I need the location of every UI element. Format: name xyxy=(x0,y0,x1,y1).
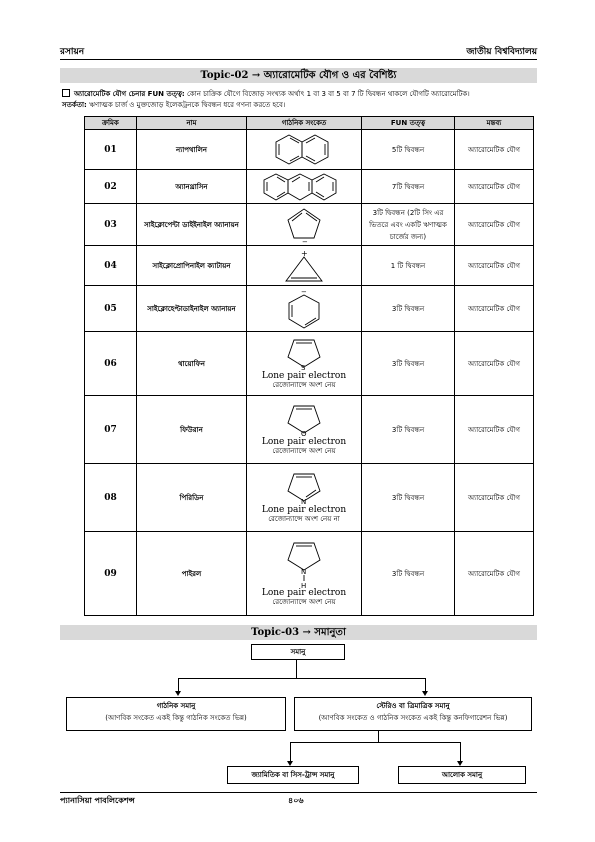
row-structure xyxy=(247,332,362,396)
row-structure xyxy=(247,130,362,170)
naphthalene-structure-icon xyxy=(274,133,334,167)
row-name: সাইক্লোপ্রোপিনাইল ক্যাটায়ন xyxy=(137,246,247,286)
anthracene-structure-icon xyxy=(262,172,346,202)
row-name: সাইক্লোপেন্টা ডাইইনাইল অ্যানায়ন xyxy=(137,204,247,246)
connector-line xyxy=(178,678,179,692)
furan-structure-icon xyxy=(284,403,324,437)
col-fun: FUN তত্ত্ব xyxy=(362,117,455,130)
geometric-isomer-box: জ্যামিতিক বা সিস-ট্রান্স সমানু xyxy=(227,766,359,784)
lone-pair-note: রেজোন্যান্সে অংশ নেয় xyxy=(272,598,336,606)
row-remark: অ্যারোমেটিক যৌগ xyxy=(455,286,534,332)
page-header xyxy=(60,44,537,58)
cyclopropenyl-cation-icon xyxy=(282,248,326,284)
arrow-down-icon xyxy=(175,691,181,696)
svg-text:N: N xyxy=(301,498,307,505)
connector-line xyxy=(460,742,461,762)
row-fun: 3টি দ্বিবন্ধন (2টি সিং এর ভিতরে এবং একটি ঋণাত্মক চার্জের জন্য) xyxy=(362,204,455,246)
row-serial: 08 xyxy=(85,464,137,532)
structural-isomer-desc: (আণবিক সংকেত একই কিন্তু গাঠনিক সংকেত ভিন্ন) xyxy=(105,714,247,722)
rule-lead: অ্যারোমেটিক যৌগ চেনার FUN তত্ত্ব: xyxy=(74,90,185,98)
row-fun: 5টি দ্বিবন্ধন xyxy=(362,130,455,170)
page-footer xyxy=(60,795,537,808)
row-structure xyxy=(247,170,362,204)
row-fun: 7টি দ্বিবন্ধন xyxy=(362,170,455,204)
table-row xyxy=(85,130,534,170)
col-name: নাম xyxy=(137,117,247,130)
cyclopentadienyl-anion-icon xyxy=(284,206,324,244)
pyridine-structure-icon xyxy=(284,471,324,505)
row-remark: অ্যারোমেটিক যৌগ xyxy=(455,532,534,616)
cycloheptadienyl-anion-icon xyxy=(284,287,324,331)
connector-line xyxy=(178,678,425,679)
header-rule xyxy=(60,59,537,60)
isomer-root-box: সমানু xyxy=(251,644,345,660)
row-name: সাইক্লোহেপ্টাডাইনাইল অ্যানায়ন xyxy=(137,286,247,332)
table-row xyxy=(85,286,534,332)
row-fun: 3টি দ্বিবন্ধন xyxy=(362,332,455,396)
table-header-row xyxy=(85,117,534,130)
row-serial: 06 xyxy=(85,332,137,396)
pyrrole-structure-icon xyxy=(284,540,324,588)
row-serial: 07 xyxy=(85,396,137,464)
university-label: জাতীয় বিশ্ববিদ্যালয় xyxy=(466,47,537,57)
row-fun: 3টি দ্বিবন্ধন xyxy=(362,532,455,616)
row-serial: 01 xyxy=(85,130,137,170)
row-serial: 04 xyxy=(85,246,137,286)
row-fun: 3টি দ্বিবন্ধন xyxy=(362,286,455,332)
checkbox-bullet-icon xyxy=(62,89,70,97)
lone-pair-label: Lone pair electron xyxy=(261,371,347,381)
structural-isomer-box xyxy=(66,697,286,731)
row-remark: অ্যারোমেটিক যৌগ xyxy=(455,246,534,286)
stereo-isomer-title: স্টেরিও বা ত্রিমাত্রিক সমানু xyxy=(376,702,450,710)
table-row xyxy=(85,204,534,246)
row-serial: 09 xyxy=(85,532,137,616)
row-serial: 05 xyxy=(85,286,137,332)
structural-isomer-title: গাঠনিক সমানু xyxy=(156,702,196,710)
stereo-isomer-box xyxy=(294,697,532,731)
row-name: থায়োফিন xyxy=(137,332,247,396)
row-name: পিরিডিন xyxy=(137,464,247,532)
page-number: ৪০৬ xyxy=(288,796,304,805)
lone-pair-note: রেজোন্যান্সে অংশ নেয় xyxy=(272,447,336,455)
connector-line xyxy=(425,678,426,692)
table-row xyxy=(85,396,534,464)
aromatic-compounds-table xyxy=(84,116,534,616)
row-remark: অ্যারোমেটিক যৌগ xyxy=(455,130,534,170)
arrow-down-icon xyxy=(422,691,428,696)
col-structure: গাঠনিক সংকেত xyxy=(247,117,362,130)
table-row xyxy=(85,170,534,204)
lone-pair-label: Lone pair electron xyxy=(261,437,347,447)
thiophene-structure-icon xyxy=(284,337,324,371)
topic-03-title: Topic-03 → সমানুতা xyxy=(60,625,537,640)
lone-pair-note: রেজোন্যান্সে অংশ নেয় xyxy=(272,381,336,389)
connector-line xyxy=(290,742,291,762)
row-structure xyxy=(247,204,362,246)
topic-02-title: Topic-02 → অ্যারোমেটিক যৌগ ও এর বৈশিষ্ট্য xyxy=(60,68,537,83)
row-fun: 3টি দ্বিবন্ধন xyxy=(362,396,455,464)
col-remark: মন্তব্য xyxy=(455,117,534,130)
table-row xyxy=(85,464,534,532)
publisher-label: প্যানাসিয়া পাবলিকেশন্স xyxy=(60,796,135,805)
row-structure xyxy=(247,246,362,286)
svg-text:−: − xyxy=(301,287,307,296)
row-name: অ্যানথ্রাসিন xyxy=(137,170,247,204)
connector-line xyxy=(378,730,379,742)
svg-text:−: − xyxy=(302,237,308,244)
row-fun: 3টি দ্বিবন্ধন xyxy=(362,464,455,532)
note-lead: সতর্কতা: xyxy=(62,101,87,109)
svg-text:H: H xyxy=(301,582,307,588)
row-serial: 02 xyxy=(85,170,137,204)
subject-label: রসায়ন xyxy=(60,47,85,57)
connector-line xyxy=(296,659,297,678)
connector-line xyxy=(290,742,460,743)
row-remark: অ্যারোমেটিক যৌগ xyxy=(455,464,534,532)
row-structure xyxy=(247,286,362,332)
svg-text:+: + xyxy=(301,248,308,258)
row-name: ন্যাপথালিন xyxy=(137,130,247,170)
stereo-isomer-desc: (আণবিক সংকেত ও গাঠনিক সংকেত একই কিন্তু কনফিগারেশন ভিন্ন) xyxy=(318,714,508,722)
row-remark: অ্যারোমেটিক যৌগ xyxy=(455,396,534,464)
row-remark: অ্যারোমেটিক যৌগ xyxy=(455,332,534,396)
footer-rule xyxy=(60,792,537,793)
row-remark: অ্যারোমেটিক যৌগ xyxy=(455,170,534,204)
row-name: পাইরল xyxy=(137,532,247,616)
fun-rule-paragraph xyxy=(62,89,540,111)
row-serial: 03 xyxy=(85,204,137,246)
lone-pair-note: রেজোন্যান্সে অংশ নেয় না xyxy=(268,515,340,523)
svg-text:S: S xyxy=(301,364,306,371)
lone-pair-label: Lone pair electron xyxy=(261,505,347,515)
note-text: ঋণাত্মক চার্জ ও মুক্তজোড় ইলেকট্রনকে দ্বিবন্ধন ধরে গণনা করতে হবে। xyxy=(89,101,286,109)
lone-pair-label: Lone pair electron xyxy=(261,588,347,598)
optical-isomer-box: আলোক সমানু xyxy=(398,766,526,784)
svg-text:O: O xyxy=(301,430,307,437)
col-serial: ক্রমিক xyxy=(85,117,137,130)
rule-text: কোন চাক্রিক যৌগে বিজোড় সংখ্যক অর্থাৎ 1 বা 3 বা 5 বা 7 টি দ্বিবন্ধন থাকলে যৌগটি অ্যারোমেটিক। xyxy=(186,90,470,98)
row-structure xyxy=(247,464,362,532)
table-row xyxy=(85,332,534,396)
row-name: ফিউরান xyxy=(137,396,247,464)
row-remark: অ্যারোমেটিক যৌগ xyxy=(455,204,534,246)
svg-text:N: N xyxy=(301,568,307,576)
row-structure xyxy=(247,396,362,464)
table-row xyxy=(85,532,534,616)
table-row xyxy=(85,246,534,286)
row-fun: 1 টি দ্বিবন্ধন xyxy=(362,246,455,286)
row-structure xyxy=(247,532,362,616)
